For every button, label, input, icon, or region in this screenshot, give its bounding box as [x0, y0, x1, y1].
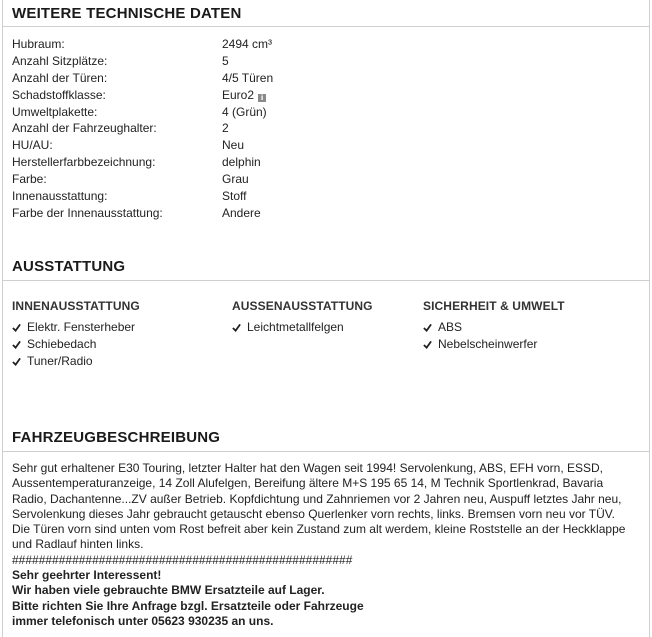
spec-label: Farbe der Innenausstattung:	[12, 205, 163, 220]
info-icon[interactable]: i	[258, 94, 266, 102]
checkmark-icon	[232, 323, 241, 332]
vehicle-description-divider	[3, 451, 649, 452]
spec-value: Stoff	[222, 189, 247, 204]
description-line: Sehr gut erhaltener E30 Touring, letzter Halter hat den Wagen seit 1994! Servolenkung, ABS, EFH vorn, ESSD,	[12, 461, 603, 475]
column-heading: SICHERHEIT & UMWELT	[423, 299, 565, 313]
spec-value	[222, 87, 266, 104]
spec-label: Farbe:	[12, 172, 47, 187]
spec-value: Grau	[222, 172, 249, 187]
spec-row-manufacturer-color	[12, 154, 273, 171]
spec-row-displacement	[12, 36, 273, 53]
equipment-item-label: ABS	[438, 320, 463, 334]
spec-value: 2	[222, 121, 229, 136]
spec-label: Innenausstattung:	[12, 189, 108, 204]
spec-value: Andere	[222, 205, 261, 220]
spec-row-seats	[12, 53, 273, 70]
spec-value: 2494 cm³	[222, 37, 273, 51]
checkmark-icon	[423, 340, 432, 349]
description-line: Aussentemperaturanzeige, 14 Zoll Alufelgen, Bereifung ältere M+S 195 65 14, M Technik Sportlenkrad, Bavaria	[12, 476, 604, 491]
spec-row-interior-color	[12, 205, 273, 222]
spec-value: 5	[222, 53, 229, 68]
contact-note-line: Bitte richten Sie Ihre Anfrage bzgl. Ersatzteile oder Fahrzeuge	[12, 598, 364, 613]
spec-row-owners	[12, 120, 273, 137]
spec-row-color	[12, 171, 273, 188]
spec-label: Hubraum:	[12, 37, 65, 51]
equipment-item	[12, 353, 140, 370]
checkmark-icon	[12, 357, 21, 366]
technical-data-table	[12, 36, 273, 222]
equipment-item	[423, 319, 565, 336]
spec-value-text: Euro2	[222, 87, 255, 102]
spec-label: Anzahl der Fahrzeughalter:	[12, 121, 157, 136]
checkmark-icon	[12, 323, 21, 332]
equipment-item-label: Leichtmetallfelgen	[247, 320, 344, 334]
spec-value: Neu	[222, 138, 245, 153]
spec-label: Anzahl Sitzplätze:	[12, 53, 108, 68]
spec-row-emission-sticker	[12, 104, 273, 121]
equipment-item	[423, 336, 565, 353]
spec-label: HU/AU:	[12, 138, 53, 153]
description-line: Radio, Dachantenne...ZV außer Betrieb. Kopfdichtung und Zahnriemen vor 2 Jahren neu, Auspuff letztes Jahr neu,	[12, 491, 622, 506]
spec-value: 4 (Grün)	[222, 104, 267, 119]
checkmark-icon	[423, 323, 432, 332]
spec-value: 4/5 Türen	[222, 70, 274, 85]
description-line: und Radlauf hinten links.	[12, 537, 144, 552]
equipment-item-label: Nebelscheinwerfer	[438, 337, 538, 351]
separator-line: ###################################################	[12, 552, 353, 567]
spec-label: Schadstoffklasse:	[12, 87, 106, 102]
vehicle-description	[12, 461, 644, 629]
equipment-divider	[3, 280, 649, 281]
equipment-item-label: Schiebedach	[27, 337, 97, 351]
technical-data-divider	[3, 26, 649, 27]
vehicle-description-title: FAHRZEUGBESCHREIBUNG	[12, 429, 221, 446]
column-heading: AUSSENAUSSTATTUNG	[232, 299, 373, 313]
spec-row-interior	[12, 188, 273, 205]
equipment-item	[232, 319, 373, 336]
column-heading: INNENAUSSTATTUNG	[12, 299, 140, 313]
interior-equipment-column	[12, 299, 140, 370]
checkmark-icon	[12, 340, 21, 349]
left-border	[2, 0, 3, 637]
safety-environment-column	[423, 299, 565, 353]
spec-row-doors	[12, 70, 273, 87]
contact-note-line: immer telefonisch unter 05623 930235 an uns.	[12, 613, 274, 628]
spec-row-emission-class	[12, 87, 273, 104]
spec-label: Umweltplakette:	[12, 104, 98, 119]
spec-label: Anzahl der Türen:	[12, 70, 108, 85]
exterior-equipment-column	[232, 299, 373, 336]
equipment-title: AUSSTATTUNG	[12, 258, 126, 275]
right-border	[649, 0, 650, 637]
contact-note-line: Wir haben viele gebrauchte BMW Ersatzteile auf Lager.	[12, 583, 325, 598]
equipment-item-label: Elektr. Fensterheber	[27, 320, 136, 334]
contact-note-line: Sehr geehrter Interessent!	[12, 568, 162, 583]
equipment-item	[12, 336, 140, 353]
equipment-item	[12, 319, 140, 336]
description-line: Servolenkung dieses Jahr gebraucht getauscht ebenso Querlenker vorn rechts, links. Bremsen vorn neu vor TÜV.	[12, 506, 615, 521]
description-line: Die Türen vorn sind unten vom Rost befreit aber kein Zustand zum alt werdem, kleine Roststelle an der Heckklappe	[12, 522, 626, 537]
technical-data-title: WEITERE TECHNISCHE DATEN	[12, 5, 242, 22]
equipment-item-label: Tuner/Radio	[27, 354, 93, 368]
spec-row-inspection	[12, 137, 273, 154]
spec-value: delphin	[222, 155, 261, 170]
spec-label: Herstellerfarbbezeichnung:	[12, 155, 156, 170]
